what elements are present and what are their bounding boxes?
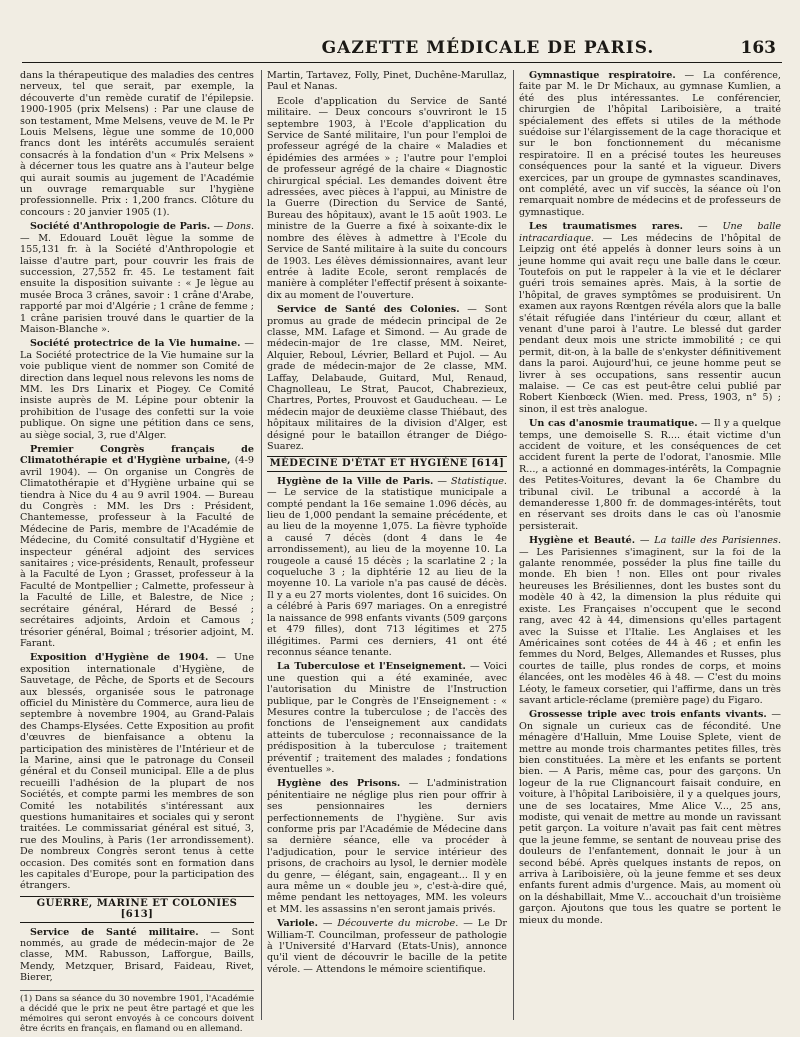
section-heading: GUERRE, MARINE ET COLONIES [613] xyxy=(20,896,254,923)
article-body: — La conférence, faite par M. le Dr Michaux, au gymnase Kumlien, a été des plus intéressantes. Le conférencier, chirurgien de l'hôpital Lariboisière, a traité spécialement des effets si utiles de la méthode suédoise sur l'élargissement de la cage thoracique et sur le bon fonctionnement du mécanisme respiratoire. Il en a précisé toutes les heureuses conséquences pour la santé et la vigueur. Divers exercices, par un groupe de gymnastes scandinaves, ont complété, avec un vif succès, la séance où l'on remarquait nombre de médecins et de professeurs de gymnastique. xyxy=(519,70,781,218)
article-heading: Premier Congrès français de Climatothérapie et d'Hygiène urbaine, xyxy=(20,444,254,467)
article-body: — Voici une question qui a été examinée, avec l'autorisation du Ministre de l'Instruction publique, par le Congrès de l'Enseignement : « Mesures contre la tuberculose ; de l'accès des fonctions de l'enseignement aux candidats atteints de tuberculose ; reconnaissance de la prédisposition à la tuberculose ; traitement préventif ; traitement des malades ; fondations éventuelles ». xyxy=(267,661,507,775)
article xyxy=(519,221,781,415)
article-body: — Sont promus au grade de médecin principal de 2e classe, MM. Lafage et Simond. — Au grade de médecin-major de 1re classe, MM. Neiret, Alquier, Reboul, Lévrier, Bellard et Pujol. — Au grade de médecin-major de 2e classe, MM. Laffay, Delabaude, Guitard, Mul, Renaud, Chagnolleau, Le Strat, Paucot, Chabrezieux, Chartres, Portes, Prouvost et Gauducheau. — Le médecin major de deuxième classe Thiébaut, des hôpitaux militaires de la division d'Alger, est désigné pour le bataillon étranger de Diégo-Suarez. xyxy=(267,304,507,452)
article xyxy=(519,535,781,706)
article-body: — Le service de la statistique municipale a compté pendant la 16e semaine 1.096 décès, au lieu de 1,000 pendant la semaine précédente, et au lieu de la moyenne 1,075. La fièvre typhoïde a causé 7 décès (dont 4 dans le 4e arrondissement), au lieu de la moyenne 10. La rougeole a causé 15 décès ; la scarlatine 2 ; la coqueluche 3 ; la diphtérie 12 au lieu de la moyenne 10. La variole n'a pas causé de décès. Il y a eu 27 morts violentes, dont 16 suicides. On a célébré à Paris 697 mariages. On a enregistré la naissance de 998 enfants vivants (509 garçons et 479 filles), dont 713 légitimes et 275 illégitimes. Parmi ces derniers, 41 ont été reconnus séance tenante. xyxy=(267,487,507,658)
article-subheading: — Statistique. xyxy=(433,475,507,487)
column-1 xyxy=(20,70,254,1034)
article-body: — Il y a quelque temps, une demoiselle S. R.... était victime d'un accident de voiture, et les conséquences de cet accident furent la perte de l'odorat, l'anosmie. Mlle R..., a actionné en dommages-intérêts, la Compagnie des Petites-Voitures, devant la 6e Chambre du tribunal civil. Le tribunal a accordé à la demanderesse 1,800 fr. de dommages-intérêts, tout en réservant ses droits dans le cas où l'anosmie persisterait. xyxy=(519,418,781,532)
article-subheading: — La taille des Parisiennes. xyxy=(635,535,781,547)
article-heading: Variole. xyxy=(277,918,318,930)
article-heading: Hygiène de la Ville de Paris. xyxy=(277,475,434,487)
article xyxy=(267,918,507,975)
article xyxy=(20,338,254,441)
article-heading: Société d'Anthropologie de Paris. xyxy=(30,221,211,233)
article-heading: Service de Santé des Colonies. xyxy=(277,304,460,316)
footnote: (1) Dans sa séance du 30 novembre 1901, l'Académie a décidé que le prix ne peut être partagé et que les mémoires qui seront envoyés à ce concours doivent être écrits en français, en flamand ou en allemand. xyxy=(20,990,254,1034)
article-subheading: — Une balle intracardiaque. xyxy=(519,221,782,244)
article-heading: Hygiène des Prisons. xyxy=(277,778,401,790)
article-subheading: — Découverte du microbe. xyxy=(317,918,459,930)
article-body: — On signale un curieux cas de fécondité. Une ménagère d'Halluin, Mme Louise Splete, vient de mettre au monde trois charmantes petites filles, très bien constituées. La mère et les enfants se portent bien. — A Paris, même cas, pour des garçons. Un logeur de la rue Clignancourt faisait conduire, en voiture, à l'hôpital Lariboisière, il y a quelques jours, une de ses locataires, Mme Alice V..., 25 ans, modiste, qui venait de mettre au monde un ravissant petit garçon. La voiture n'avait pas fait cent mètres que la jeune femme, se sentant de nouveau prise des douleurs de l'enfantement, donnait le jour à un second bébé. Après quelques instants de repos, on arriva à Lariboisière, où la jeune femme et ses deux enfants furent admis d'urgence. Mais, au moment où on la déshabillait, Mme V... accouchait d'un troisième garçon. Ajoutons que tous les quatre se portent le mieux du monde. xyxy=(519,709,781,926)
article xyxy=(20,652,254,892)
article-body: — Les médecins de l'hôpital de Leipzig ont été appelés à donner leurs soins à un jeune homme qui avait reçu une balle dans le cœur. Toutefois on put le rappeler à la vie et le déclarer guéri trois semaines après. Mais, à la sortie de l'hôpital, de graves symptômes se produisirent. Un examen aux rayons Rœntgen révéla alors que la balle s'était réfugiée dans l'intérieur du cœur, allant et venant d'une paroi à l'autre. Le blessé dut garder pendant deux mois une stricte immobilité ; ce qui permit, dit-on, à la balle de s'enkyster définitivement dans la paroi. Aujourd'hui, ce jeune homme peut se livrer à ses occupations, sans ressentir aucun malaise. — Ce cas est peut-être celui publié par Robert Kienbœck (Wien. med. Press, 1903, n° 5) ; sinon, il est très analogue. xyxy=(519,232,781,415)
article-heading: Société protectrice de la Vie humaine. xyxy=(30,338,241,350)
article-body: — Le Dr William-T. Councilman, professeur de pathologie à l'Université d'Harvard (Etats-Unis), annonce qu'il vient de découvrir le bacille de la petite vérole. — Attendons le mémoire scientifique. xyxy=(267,918,507,975)
article xyxy=(519,418,781,532)
article-heading: Gymnastique respiratoire. xyxy=(529,70,676,81)
article xyxy=(519,709,781,926)
header-rule xyxy=(22,62,782,63)
article-heading: Un cas d'anosmie traumatique. xyxy=(529,418,698,430)
section-heading: MÉDECINE D'ÉTAT ET HYGIÈNE [614] xyxy=(267,456,507,471)
article-subheading: — Dons. xyxy=(210,221,254,233)
article-heading: Grossesse triple avec trois enfants vivants. xyxy=(529,709,767,721)
column-divider-2 xyxy=(513,70,514,1020)
paragraph: dans la thérapeutique des maladies des centres nerveux, tel que serait, par exemple, la découverte d'un remède curatif de l'épilepsie. 1900-1905 (prix Melsens) : Par une clause de son testament, Mme Melsens, veuve de M. le Pr Louis Melsens, lègue une somme de 10,000 francs dont les intérêts accumulés seraient consacrés à la fondation d'un « Prix Melsens » à décerner tous les quatre ans à l'auteur belge qui aurait soumis au jugement de l'Académie un ouvrage remarquable sur l'hygiène professionnelle. Prix : 1,200 francs. Clôture du concours : 20 janvier 1905 (1). xyxy=(20,70,254,218)
article xyxy=(267,778,507,915)
paragraph: Martin, Tartavez, Folly, Pinet, Duchêne-Marullaz, Paul et Nanas. xyxy=(267,70,507,93)
article xyxy=(267,476,507,659)
article xyxy=(267,304,507,452)
article xyxy=(20,221,254,335)
page-header xyxy=(258,36,782,66)
page-number: 163 xyxy=(740,38,776,58)
article xyxy=(519,70,781,218)
paragraph: Ecole d'application du Service de Santé militaire. — Deux concours s'ouvriront le 15 septembre 1903, à l'Ecole d'application du Service de Santé militaire, l'un pour l'emploi de professeur agrégé de la chaire « Maladies et épidémies des armées » ; l'autre pour l'emploi de professeur agrégé de la chaire « Diagnostic chirurgical spécial. Les demandes doivent être adressées, avec pièces à l'appui, au Ministre de la Guerre (Direction du Service de Santé, Bureau des hôpitaux), avant le 15 août 1903. Le ministre de la Guerre a fixé à soixante-dix le nombre des élèves à admettre à l'Ecole du Service de Santé militaire à la suite du concours de 1903. Les élèves démissionnaires, avant leur entrée à ladite Ecole, seront remplacés de manière à compléter l'effectif présent à soixante-dix au moment de l'ouverture. xyxy=(267,95,507,301)
article-heading: La Tuberculose et l'Enseignement. xyxy=(277,661,466,673)
article-body: — M. Edouard Louët lègue la somme de 155,131 fr. à la Société d'Anthropologie et laisse d'autre part, pour couvrir les frais de succession, 27,552 fr. 45. Le testament fait ensuite la disposition suivante : « Je lègue au musée Broca 3 crânes, savoir : 1 crâne d'Arabe, rapporté par moi d'Algérie ; 1 crâne de femme ; 1 crâne parisien trouvé dans le quartier de la Maison-Blanche ». xyxy=(20,232,254,335)
article-heading: Exposition d'Hygiène de 1904. xyxy=(30,652,209,664)
article-body: — Sont nommés, au grade de médecin-major de 2e classe, MM. Rabusson, Lafforgue, Baills, Mendy, Metzquer, Brisard, Faideau, Rivet, Bierer, xyxy=(20,926,254,984)
article-heading: Les traumatismes rares. xyxy=(529,221,684,233)
article-body: — Les Parisiennes s'imaginent, sur la foi de la galante renommée, posséder la plus fine taille du monde. Eh bien ! non. Elles ont pour rivales heureuses les Brésiliennes, dont les bustes sont du modèle 40 à 42, la dimension la plus réduite qui existe. Les Françaises n'occupent que le second rang, avec 42 à 44, dimensions qu'elles partagent avec la Suisse et l'Italie. Les Anglaises et les Américaines sont cotées de 44 à 46 ; et enfin les femmes du Nord, Belges, Allemandes et Russes, plus courtes de taille, plus rondes de corps, et moins élancées, ont les modèles 46 à 48. — C'est du moins Léoty, le fameux corsetier, qui l'affirme, dans un très savant article-réclame (première page) du Figaro. xyxy=(519,546,781,706)
article-body: — Une exposition internationale d'Hygiène, de Sauvetage, de Pêche, de Sports et de Secours aux blessés, organisée sous le patronage officiel du Ministère du Commerce, aura lieu de septembre à novembre 1904, au Grand-Palais des Champs-Elysées. Cette Exposition au profit d'œuvres de bienfaisance a obtenu la participation des ministères de l'Intérieur et de la Marine, ainsi que le patronage du Conseil général et du Conseil municipal. Elle a de plus recueilli l'adhésion de la plupart de nos Sociétés, et compte parmi les membres de son Comité les notabilités s'intéressant aux questions humanitaires et sociales qui y seront traitées. Le commissariat général est situé, 3, rue des Moulins, à Paris (1er arrondissement). De nombreux Congrès seront tenus à cette occasion. Des comités sont en formation dans les capitales d'Europe, pour la participation des étrangers. xyxy=(20,652,254,892)
article xyxy=(20,927,254,984)
column-2 xyxy=(267,70,507,978)
article-body: — L'administration pénitentiaire ne néglige plus rien pour offrir à ses pensionnaires les derniers perfectionnements de l'hygiène. Sur avis conforme pris par l'Académie de Médecine dans sa dernière séance, elle va procéder à l'adjudication, pour le service intérieur des prisons, de crachoirs au lysol, le dernier modèle du genre, — élégant, sain, engageant... Il y en aura même un « double jeu », c'est-à-dire qué, même pendant les nettoyages, MM. les voleurs et MM. les assassins n'en seront jamais privés. xyxy=(267,778,507,915)
article-body: (4-9 avril 1904). — On organise un Congrès de Climatothérapie et d'Hygiène urbaine qui se tiendra à Nice du 4 au 9 avril 1904. — Bureau du Congrès : MM. les Drs : Président, Chantemesse, professeur à la Faculté de Médecine de Paris, membre de l'Académie de Médecine, du Comité consultatif d'Hygiène et inspecteur général adjoint des services sanitaires ; vice-présidents, Renault, professeur à la Faculté de Lyon ; Grasset, professeur à la Faculté de Montpellier ; Calmette, professeur à la Faculté de Lille, et Balestre, de Nice ; secrétaire général, Hérard de Bessé ; secrétaires adjoints, Ardoin et Camous ; trésorier général, Boimal ; trésorier adjoint, M. Farant. xyxy=(20,455,254,649)
article xyxy=(20,444,254,649)
article-body: — La Société protectrice de la Vie humaine sur la voie publique vient de nommer son Comité de direction dans lequel nous relevons les noms de MM. les Drs Linarix et Piogey. Ce Comité insiste auprès de M. Lépine pour obtenir la prohibition de l'usage des confetti sur la voie publique. On signe une pétition dans ce sens, au siège social, 3, rue d'Alger. xyxy=(20,338,254,441)
column-3 xyxy=(519,70,781,929)
journal-title: GAZETTE MÉDICALE DE PARIS. xyxy=(321,38,655,58)
article-heading: Service de Santé militaire. xyxy=(30,926,199,938)
article xyxy=(267,661,507,775)
column-divider-1 xyxy=(261,70,262,1020)
article-heading: Hygiène et Beauté. xyxy=(529,535,636,547)
